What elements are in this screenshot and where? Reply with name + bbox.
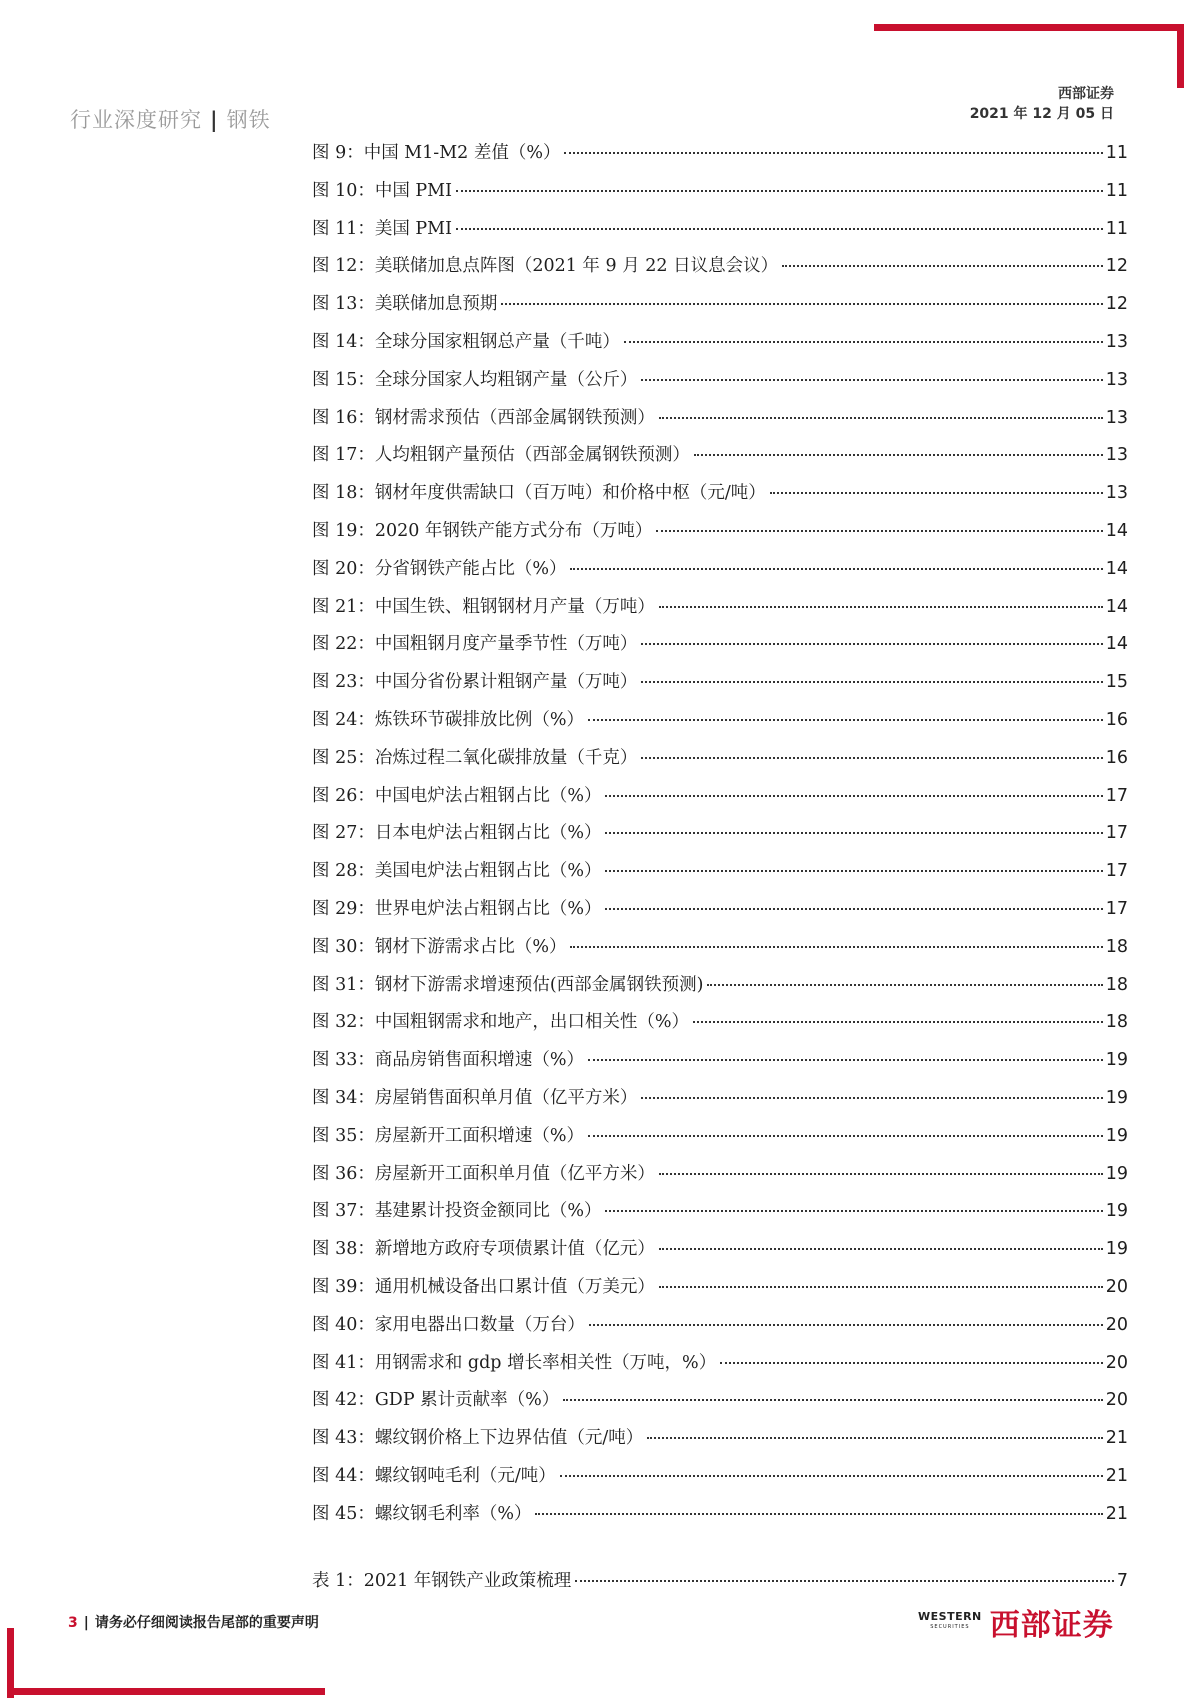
dot-leader — [605, 908, 1102, 910]
toc-entry[interactable] — [312, 1160, 1128, 1198]
logo-english-main: WESTERN — [918, 1610, 982, 1623]
toc-entry-label: 图 11：美国 PMI — [312, 218, 452, 239]
toc-entry-page: 7 — [1116, 1571, 1128, 1591]
toc-entry-label: 图 13：美联储加息预期 — [312, 294, 498, 315]
toc-entry-page: 21 — [1105, 1465, 1128, 1486]
toc-entry-label: 图 26：中国电炉法占粗钢占比（%） — [312, 785, 602, 806]
page-number: 3 — [68, 1615, 78, 1631]
toc-entry-page: 19 — [1105, 1239, 1128, 1260]
toc-entry-label: 图 18：钢材年度供需缺口（百万吨）和价格中枢（元/吨） — [312, 483, 766, 504]
toc-entry-label: 图 35：房屋新开工面积增速（%） — [312, 1125, 584, 1146]
dot-leader — [641, 681, 1102, 683]
toc-entry-label: 图 27：日本电炉法占粗钢占比（%） — [312, 823, 602, 844]
dot-leader — [694, 454, 1103, 456]
toc-entry-page: 11 — [1105, 218, 1128, 239]
toc-entry[interactable] — [312, 252, 1128, 290]
toc-entry-label: 图 24：炼铁环节碳排放比例（%） — [312, 709, 584, 730]
toc-entry-page: 20 — [1105, 1314, 1128, 1335]
toc-entry-label: 图 39：通用机械设备出口累计值（万美元） — [312, 1276, 655, 1297]
header-separator: | — [210, 107, 219, 132]
footer-disclaimer — [68, 1612, 319, 1632]
toc-entry-label: 图 19：2020 年钢铁产能方式分布（万吨） — [312, 520, 653, 541]
toc-entry-page: 14 — [1105, 520, 1128, 541]
toc-entry[interactable] — [312, 1235, 1128, 1273]
toc-entry[interactable] — [312, 1311, 1128, 1349]
toc-entry-label: 图 38：新增地方政府专项债累计值（亿元） — [312, 1239, 655, 1260]
toc-entry[interactable] — [312, 215, 1128, 253]
toc-entry-page: 13 — [1105, 369, 1128, 390]
toc-entry-page: 18 — [1105, 936, 1128, 957]
dot-leader — [641, 757, 1102, 759]
toc-entry-page: 13 — [1105, 483, 1128, 504]
dot-leader — [564, 152, 1102, 154]
toc-entry[interactable] — [312, 290, 1128, 328]
toc-entry[interactable] — [312, 366, 1128, 404]
dot-leader — [659, 1173, 1103, 1175]
dot-leader — [656, 530, 1102, 532]
toc-entry-page: 12 — [1105, 256, 1128, 277]
toc-entry-page: 18 — [1105, 1012, 1128, 1033]
toc-entry-label: 图 42：GDP 累计贡献率（%） — [312, 1390, 560, 1411]
toc-entry-label: 图 30：钢材下游需求占比（%） — [312, 936, 567, 957]
toc-entry-page: 21 — [1105, 1428, 1128, 1449]
toc-entry[interactable] — [312, 744, 1128, 782]
toc-entry[interactable] — [312, 404, 1128, 442]
toc-entry[interactable] — [312, 895, 1128, 933]
toc-entry[interactable] — [312, 517, 1128, 555]
toc-entry-label: 图 25：冶炼过程二氧化碳排放量（千克） — [312, 747, 638, 768]
toc-entry-label: 图 41：用钢需求和 gdp 增长率相关性（万吨，%） — [312, 1352, 717, 1373]
logo-english — [918, 1612, 982, 1632]
toc-entry[interactable] — [312, 668, 1128, 706]
logo-english-sub: SECURITIES — [930, 1624, 970, 1630]
toc-entry[interactable] — [312, 139, 1128, 177]
toc-entry-label: 图 37：基建累计投资金额同比（%） — [312, 1201, 602, 1222]
dot-leader — [641, 379, 1102, 381]
toc-entry-page: 19 — [1105, 1087, 1128, 1108]
toc-entry-page: 19 — [1105, 1125, 1128, 1146]
toc-entry[interactable] — [312, 706, 1128, 744]
toc-entry[interactable] — [312, 1349, 1128, 1387]
logo-chinese: 西部证券 — [989, 1608, 1114, 1643]
dot-leader — [647, 1437, 1102, 1439]
dot-leader — [535, 1513, 1102, 1515]
toc-entry-label: 图 14：全球分国家粗钢总产量（千吨） — [312, 331, 620, 352]
toc-entry-page: 11 — [1105, 180, 1128, 201]
toc-entry-page: 13 — [1105, 407, 1128, 428]
toc-entry-label: 图 21：中国生铁、粗钢钢材月产量（万吨） — [312, 596, 655, 617]
dot-leader — [575, 1580, 1114, 1582]
toc-entry-label: 图 23：中国分省份累计粗钢产量（万吨） — [312, 672, 638, 693]
toc-entry-label: 图 15：全球分国家人均粗钢产量（公斤） — [312, 369, 638, 390]
dot-leader — [605, 832, 1102, 834]
toc-entry-label: 图 45：螺纹钢毛利率（%） — [312, 1503, 532, 1524]
corner-frame-top-right-vertical — [1177, 24, 1184, 88]
toc-entry-page: 12 — [1105, 294, 1128, 315]
dot-leader — [770, 492, 1103, 494]
company-logo — [918, 1600, 1114, 1644]
toc-entry-page: 14 — [1105, 634, 1128, 655]
toc-entry-label: 图 40：家用电器出口数量（万台） — [312, 1314, 585, 1335]
dot-leader — [659, 1286, 1103, 1288]
toc-entry-page: 20 — [1105, 1390, 1128, 1411]
toc-entry-page: 18 — [1105, 974, 1128, 995]
dot-leader — [693, 1021, 1103, 1023]
toc-entry-label: 图 29：世界电炉法占粗钢占比（%） — [312, 898, 602, 919]
toc-entry-label: 图 22：中国粗钢月度产量季节性（万吨） — [312, 634, 638, 655]
dot-leader — [570, 568, 1102, 570]
dot-leader — [456, 190, 1103, 192]
toc-entry-page: 20 — [1105, 1352, 1128, 1373]
toc-entry[interactable] — [312, 1500, 1128, 1538]
toc-figures-list — [312, 139, 1128, 1537]
report-date: 2021 年 12 月 05 日 — [969, 106, 1114, 122]
toc-entry-label: 图 43：螺纹钢价格上下边界估值（元/吨） — [312, 1428, 644, 1449]
toc-entry-page: 16 — [1105, 747, 1128, 768]
toc-entry[interactable] — [312, 857, 1128, 895]
toc-entry[interactable] — [312, 555, 1128, 593]
toc-entry[interactable] — [312, 1197, 1128, 1235]
toc-entry-page: 19 — [1105, 1201, 1128, 1222]
corner-frame-top-right — [874, 24, 1184, 31]
toc-entry-label: 图 44：螺纹钢吨毛利（元/吨） — [312, 1465, 556, 1486]
toc-entry[interactable] — [312, 1046, 1128, 1084]
dot-leader — [605, 795, 1102, 797]
toc-entry[interactable] — [312, 441, 1128, 479]
toc-entry[interactable] — [312, 1386, 1128, 1424]
footer-separator: | — [83, 1615, 89, 1631]
dot-leader — [707, 984, 1102, 986]
toc-entry[interactable] — [312, 1273, 1128, 1311]
report-meta — [970, 84, 1114, 124]
dot-leader — [659, 417, 1103, 419]
brand-name: 西部证券 — [1058, 86, 1114, 102]
toc-entry[interactable] — [312, 819, 1128, 857]
toc-entry-label: 图 28：美国电炉法占粗钢占比（%） — [312, 861, 602, 882]
dot-leader — [641, 643, 1102, 645]
toc-entry-label: 表 1：2021 年钢铁产业政策梳理 — [312, 1571, 572, 1591]
toc-entry-label: 图 17：人均粗钢产量预估（西部金属钢铁预测） — [312, 445, 690, 466]
toc-entry[interactable] — [312, 1424, 1128, 1462]
toc-entry-label: 图 20：分省钢铁产能占比（%） — [312, 558, 567, 579]
toc-entry-label: 图 32：中国粗钢需求和地产，出口相关性（%） — [312, 1012, 689, 1033]
toc-entry-page: 16 — [1105, 709, 1128, 730]
toc-entry-page: 15 — [1105, 672, 1128, 693]
toc-entry[interactable] — [312, 630, 1128, 668]
toc-entry-label: 图 10：中国 PMI — [312, 180, 452, 201]
report-header — [70, 104, 271, 134]
toc-entry-page: 13 — [1105, 331, 1128, 352]
toc-entry-page: 13 — [1105, 445, 1128, 466]
dot-leader — [588, 1059, 1103, 1061]
toc-entry-label: 图 31：钢材下游需求增速预估(西部金属钢铁预测) — [312, 974, 704, 995]
corner-frame-bottom-left — [7, 1688, 325, 1695]
report-industry: 钢铁 — [226, 108, 271, 132]
toc-entry-page: 11 — [1105, 143, 1128, 163]
toc-entry[interactable] — [312, 782, 1128, 820]
dot-leader — [641, 1097, 1102, 1099]
toc-entry-page: 17 — [1105, 785, 1128, 806]
dot-leader — [456, 228, 1103, 230]
toc-entry-page: 20 — [1105, 1276, 1128, 1297]
toc-entry[interactable] — [312, 933, 1128, 971]
toc-entry-page: 14 — [1105, 558, 1128, 579]
toc-entry-label: 图 12：美联储加息点阵图（2021 年 9 月 22 日议息会议） — [312, 256, 779, 277]
dot-leader — [659, 1248, 1103, 1250]
disclaimer-text: 请务必仔细阅读报告尾部的重要声明 — [94, 1615, 319, 1631]
dot-leader — [570, 946, 1102, 948]
toc-entry[interactable] — [312, 1008, 1128, 1046]
dot-leader — [588, 1135, 1103, 1137]
toc-entry[interactable] — [312, 1462, 1128, 1500]
dot-leader — [560, 1475, 1103, 1477]
toc-entry-page: 17 — [1105, 823, 1128, 844]
toc-entry[interactable] — [312, 1084, 1128, 1122]
dot-leader — [563, 1399, 1102, 1401]
toc-entry-page: 19 — [1105, 1163, 1128, 1184]
toc-entry-page: 21 — [1105, 1503, 1128, 1524]
toc-entry-page: 17 — [1105, 898, 1128, 919]
toc-entry-label: 图 9：中国 M1-M2 差值（%） — [312, 143, 561, 163]
dot-leader — [720, 1362, 1103, 1364]
toc-entry[interactable] — [312, 328, 1128, 366]
toc-entry[interactable] — [312, 1122, 1128, 1160]
toc-entry-label: 图 36：房屋新开工面积单月值（亿平方米） — [312, 1163, 655, 1184]
toc-entry[interactable] — [312, 479, 1128, 517]
dot-leader — [605, 1210, 1102, 1212]
report-type: 行业深度研究 — [70, 108, 202, 132]
dot-leader — [589, 1324, 1103, 1326]
toc-entry-label: 图 34：房屋销售面积单月值（亿平方米） — [312, 1087, 638, 1108]
dot-leader — [501, 303, 1102, 305]
toc-entry[interactable] — [312, 593, 1128, 631]
toc-entry[interactable] — [312, 971, 1128, 1009]
dot-leader — [605, 870, 1102, 872]
dot-leader — [588, 719, 1103, 721]
toc-entry[interactable] — [312, 177, 1128, 215]
toc-entry-page: 14 — [1105, 596, 1128, 617]
toc-entry-page: 19 — [1105, 1050, 1128, 1071]
toc-entry-label: 图 16：钢材需求预估（西部金属钢铁预测） — [312, 407, 655, 428]
toc-entry-page: 17 — [1105, 861, 1128, 882]
toc-entry-label: 图 33：商品房销售面积增速（%） — [312, 1050, 584, 1071]
dot-leader — [624, 341, 1103, 343]
dot-leader — [659, 606, 1103, 608]
dot-leader — [782, 265, 1103, 267]
